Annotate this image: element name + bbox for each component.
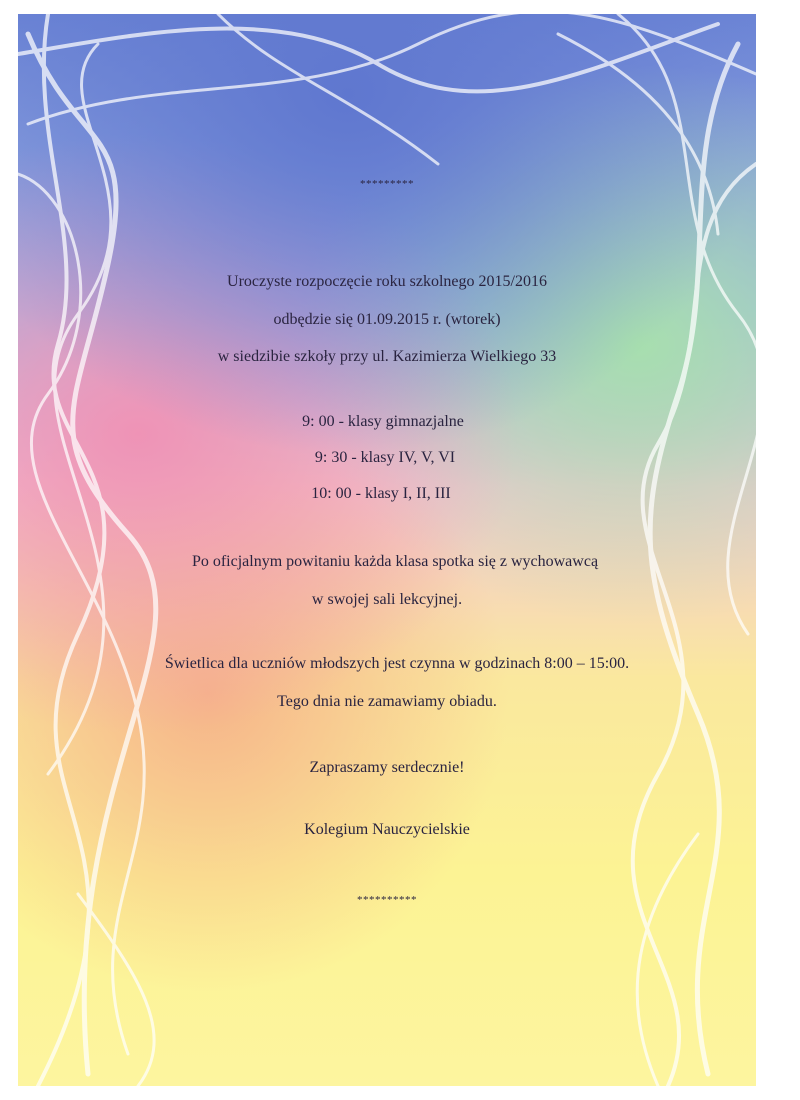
invitation-sheet [18, 14, 756, 1086]
schedule-line-3: 10: 00 - klasy I, II, III [311, 485, 451, 502]
ceremony-line-2: odbędzie się 01.09.2015 r. (wtorek) [273, 311, 501, 328]
bottom-asterisk-divider: ********** [357, 894, 417, 906]
invitation-text [18, 14, 756, 1086]
aftercare-line-2: Tego dnia nie zamawiamy obiadu. [277, 693, 497, 710]
schedule-line-2: 9: 30 - klasy IV, V, VI [314, 449, 456, 466]
signature: Kolegium Nauczycielskie [304, 821, 470, 838]
aftercare-line-1: Świetlica dla uczniów młodszych jest czynna w godzinach 8:00 – 15:00. [164, 655, 630, 672]
ceremony-line-3: w siedzibie szkoły przy ul. Kazimierza Wielkiego 33 [217, 348, 557, 365]
invitation-closing: Zapraszamy serdecznie! [309, 759, 465, 776]
ceremony-line-1: Uroczyste rozpoczęcie roku szkolnego 2015/2016 [227, 273, 547, 290]
welcome-line-2: w swojej sali lekcyjnej. [311, 591, 463, 608]
schedule-line-1: 9: 00 - klasy gimnazjalne [302, 413, 464, 430]
top-asterisk-divider: ********* [360, 178, 414, 190]
welcome-line-1: Po oficjalnym powitaniu każda klasa spotka się z wychowawcą [191, 553, 599, 570]
